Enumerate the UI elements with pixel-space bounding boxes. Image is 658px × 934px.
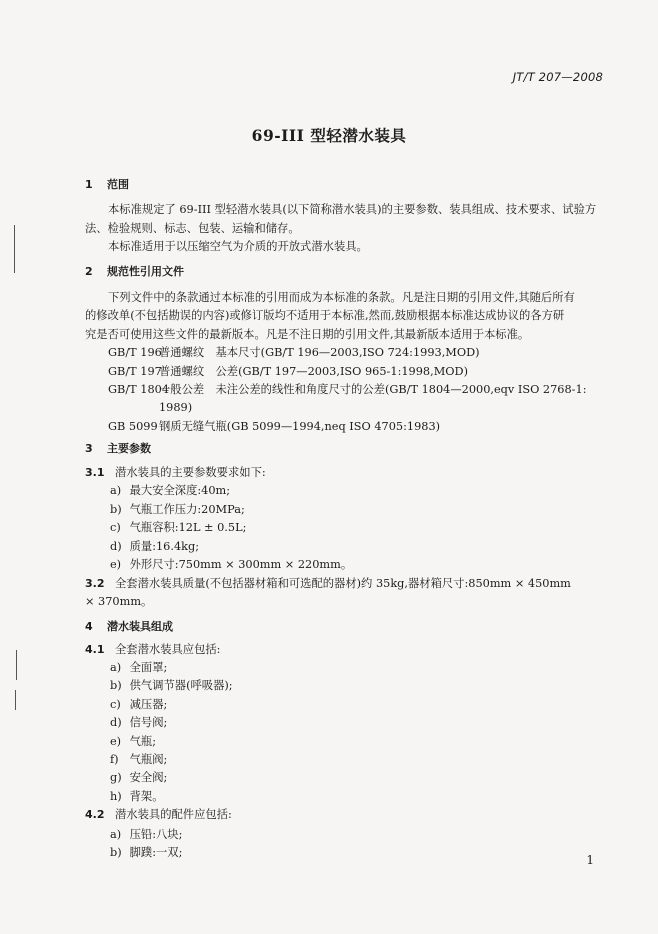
reference-item: GB 5099钢质无缝气瓶(GB 5099—1994,neq ISO 4705:1983): [108, 420, 441, 433]
paragraph: 本标准规定了 69-III 型轻潜水装具(以下简称潜水装具)的主要参数、装具组成、技术要求、试验方: [108, 203, 597, 216]
list-item: g) 安全阀;: [110, 771, 168, 784]
reference-item: GB/T 197普通螺纹 公差(GB/T 197—2003,ISO 965-1:1998,MOD): [108, 365, 469, 378]
list-item: a) 全面罩;: [110, 661, 168, 674]
paragraph: 下列文件中的条款通过本标准的引用而成为本标准的条款。凡是注日期的引用文件,其随后所有: [108, 291, 575, 304]
section-2-heading: 2 规范性引用文件: [85, 265, 184, 278]
paragraph: 本标准适用于以压缩空气为介质的开放式潜水装具。: [108, 240, 368, 253]
list-item: b) 供气调节器(呼吸器);: [110, 679, 233, 692]
reference-item: GB/T 1804一般公差 未注公差的线性和角度尺寸的公差(GB/T 1804—2000,eqv ISO 2768-1:: [108, 383, 587, 396]
section-1-heading: 1 范围: [85, 178, 129, 191]
paragraph: 究是否可使用这些文件的最新版本。凡是不注日期的引用文件,其最新版本适用于本标准。: [85, 328, 530, 341]
list-item: e) 外形尺寸:750mm × 300mm × 220mm。: [110, 558, 353, 571]
paragraph: 法、检验规则、标志、包装、运输和储存。: [85, 222, 300, 235]
list-item: e) 气瓶;: [110, 735, 156, 748]
reference-item: GB/T 196普通螺纹 基本尺寸(GB/T 196—2003,ISO 724:1993,MOD): [108, 346, 480, 359]
standard-code: JT/T 207—2008: [512, 70, 603, 84]
list-item: c) 气瓶容积:12L ± 0.5L;: [110, 521, 247, 534]
clause-3-2: 3.2 全套潜水装具质量(不包括器材箱和可选配的器材)约 35kg,器材箱尺寸:850mm × 450mm: [85, 577, 571, 590]
list-item: d) 质量:16.4kg;: [110, 540, 200, 553]
list-item: d) 信号阀;: [110, 716, 168, 729]
list-item: b) 脚蹼:一双;: [110, 846, 183, 859]
list-item: b) 气瓶工作压力:20MPa;: [110, 503, 245, 516]
reference-item-continuation: 1989): [159, 401, 193, 414]
clause-3-2-continuation: × 370mm。: [85, 595, 153, 608]
paragraph: 的修改单(不包括勘误的内容)或修订版均不适用于本标准,然而,鼓励根据本标准达成协议的各方研: [85, 309, 565, 322]
clause-4-2: 4.2 潜水装具的配件应包括:: [85, 808, 232, 821]
scan-mark: [14, 225, 15, 273]
list-item: a) 最大安全深度:40m;: [110, 484, 231, 497]
clause-4-1: 4.1 全套潜水装具应包括:: [85, 643, 221, 656]
scan-mark: [16, 650, 17, 680]
section-3-heading: 3 主要参数: [85, 442, 151, 455]
document-title: 69-III 型轻潜水装具: [251, 126, 407, 145]
scan-mark: [15, 690, 16, 710]
list-item: c) 减压器;: [110, 698, 168, 711]
page-number: 1: [586, 853, 594, 867]
list-item: f) 气瓶阀;: [110, 753, 168, 766]
list-item: h) 背架。: [110, 790, 164, 803]
section-4-heading: 4 潜水装具组成: [85, 620, 173, 633]
clause-3-1: 3.1 潜水装具的主要参数要求如下:: [85, 466, 266, 479]
list-item: a) 压铅:八块;: [110, 828, 183, 841]
